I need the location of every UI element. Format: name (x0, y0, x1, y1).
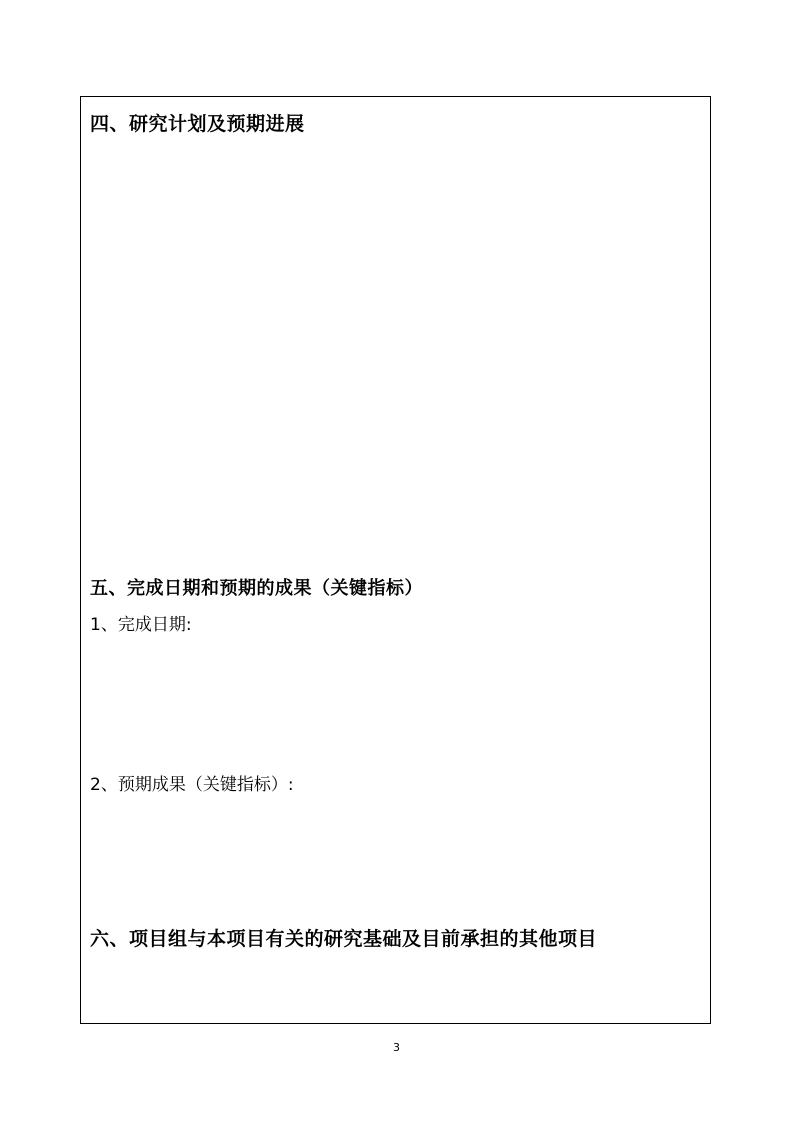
section-heading-research-plan: 四、研究计划及预期进展 (90, 113, 305, 135)
section-heading-research-foundation: 六、项目组与本项目有关的研究基础及目前承担的其他项目 (90, 928, 598, 950)
form-table-cell (80, 96, 711, 1024)
page-number: 3 (393, 1041, 400, 1054)
section-heading-completion-and-results: 五、完成日期和预期的成果（关键指标） (90, 578, 423, 599)
expected-results-label: 2、预期成果（关键指标）: (90, 775, 294, 795)
completion-date-label: 1、完成日期: (90, 615, 192, 635)
